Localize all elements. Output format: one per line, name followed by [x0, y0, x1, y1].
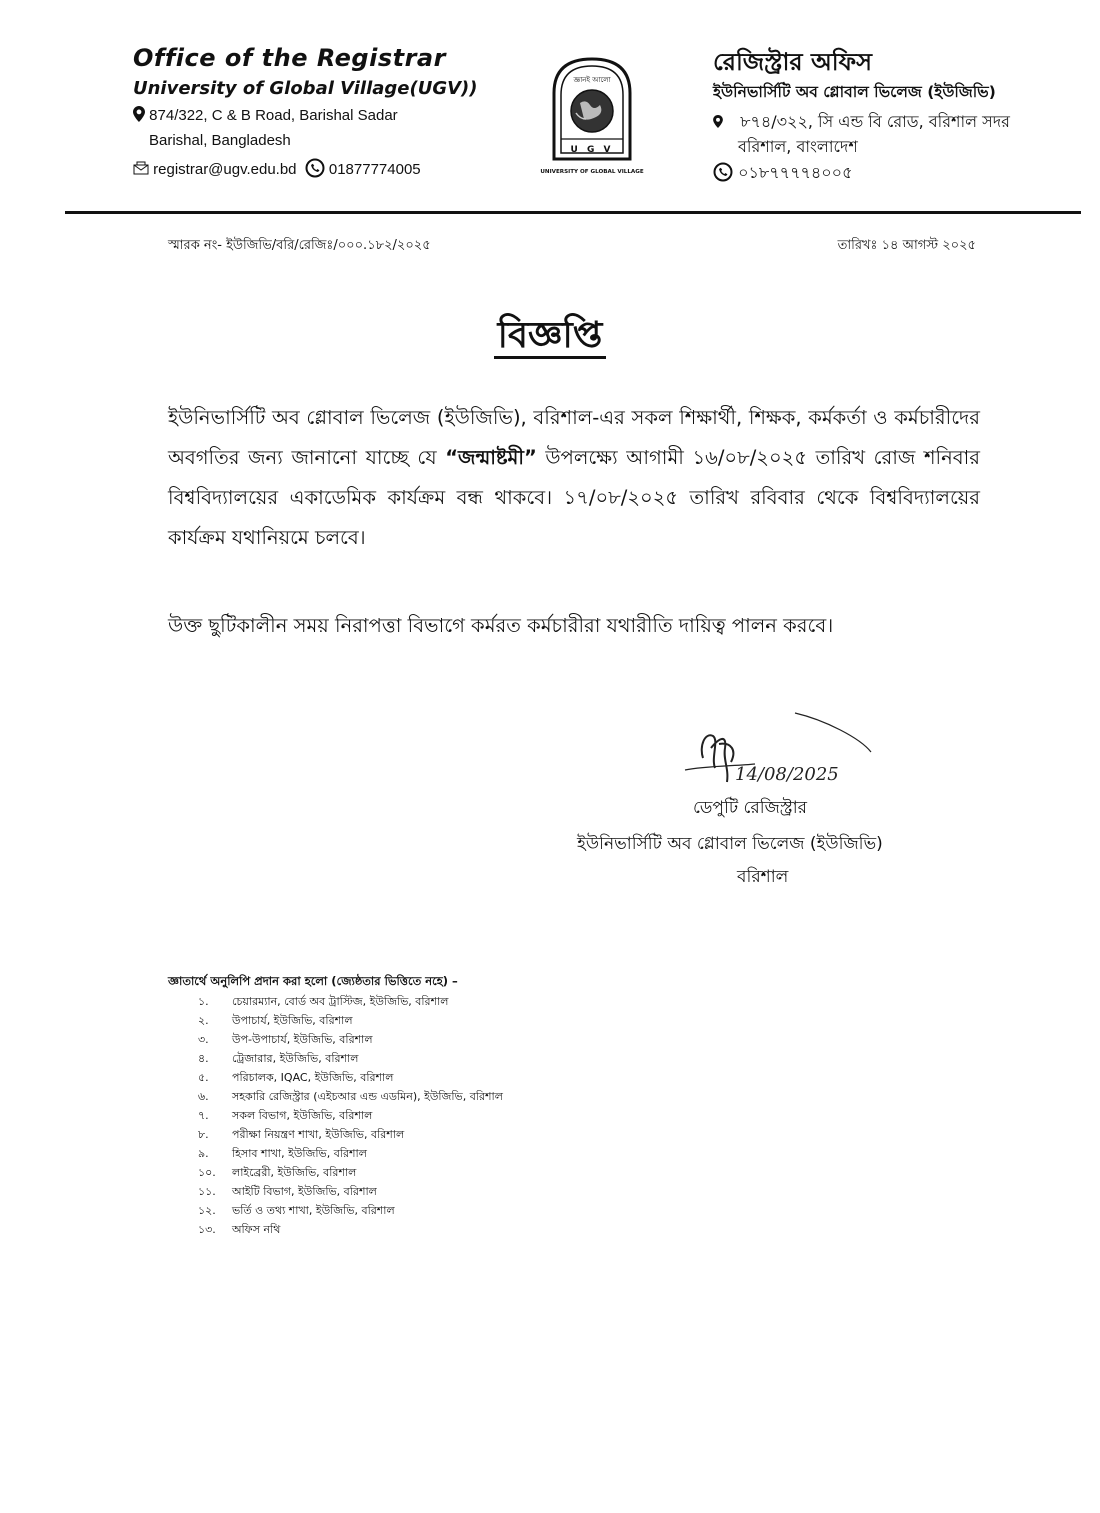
cc-item-number: ৬. [198, 1090, 209, 1103]
logo-caption: UNIVERSITY OF GLOBAL VILLAGE [540, 169, 644, 175]
cc-item-text: সকল বিভাগ, ইউজিভি, বরিশাল [232, 1109, 373, 1122]
cc-item [198, 1049, 503, 1068]
university-logo [540, 55, 644, 183]
cc-item-text: উপ-উপাচার্য, ইউজিভি, বরিশাল [232, 1033, 373, 1046]
memo-number: স্মারক নং- ইউজিভি/বরি/রেজিঃ/০০০.১৮২/২০২৫ [168, 238, 431, 253]
cc-item-text: লাইব্রেরী, ইউজিভি, বরিশাল [232, 1166, 357, 1179]
address-bn [713, 109, 1010, 136]
location-pin-icon [713, 113, 723, 132]
cc-item-number: ১৩. [198, 1223, 216, 1236]
cc-item [198, 1182, 503, 1201]
notice-heading-text: বিজ্ঞপ্তি [494, 315, 607, 359]
address-line2-bn: বরিশাল, বাংলাদেশ [738, 137, 858, 156]
cc-item [198, 1106, 503, 1125]
phone-text-bn: ০১৮৭৭৭৭৪০০৫ [738, 163, 853, 182]
signature-date: 14/08/2025 [735, 764, 839, 785]
signatory-city: বরিশাল [737, 867, 789, 887]
logo-letters: U G V [570, 145, 614, 155]
holiday-name: “জন্মাষ্টমী” [445, 446, 537, 469]
notice-heading [0, 308, 1100, 368]
body-paragraph-1 [168, 398, 980, 558]
cc-item-text: ভর্তি ও তথ্য শাখা, ইউজিভি, বরিশাল [232, 1204, 395, 1217]
cc-item [198, 1144, 503, 1163]
university-name-bn: ইউনিভার্সিটি অব গ্লোবাল ভিলেজ (ইউজিভি) [713, 83, 996, 101]
cc-heading: জ্ঞাতার্থে অনুলিপি প্রদান করা হলো (জ্যেষ্ঠতার ভিত্তিতে নহে) – [168, 974, 458, 988]
cc-item-text: ট্রেজারার, ইউজিভি, বরিশাল [232, 1052, 359, 1065]
cc-item-number: ৪. [198, 1052, 209, 1065]
cc-item [198, 1163, 503, 1182]
phone-text-en: 01877774005 [328, 160, 421, 178]
cc-item-text: চেয়ারম্যান, বোর্ড অব ট্রাস্টিজ, ইউজিভি, বরিশাল [232, 995, 449, 1008]
cc-item [198, 1068, 503, 1087]
contact-en [133, 158, 421, 182]
phone-bn [713, 160, 852, 187]
cc-item-number: ১০. [198, 1166, 216, 1179]
office-title-bn: রেজিস্ট্রার অফিস [713, 48, 873, 76]
cc-item-text: পরীক্ষা নিয়ন্ত্রণ শাখা, ইউজিভি, বরিশাল [232, 1128, 405, 1141]
cc-item-number: ৫. [198, 1071, 209, 1084]
handwritten-signature [675, 708, 885, 797]
address-en [133, 106, 398, 126]
signatory-organization: ইউনিভার্সিটি অব গ্লোবাল ভিলেজ (ইউজিভি) [577, 834, 883, 854]
email-text: registrar@ugv.edu.bd [153, 160, 297, 178]
cc-item-number: ১১. [198, 1185, 216, 1198]
phone-circle-icon [713, 162, 733, 186]
logo-arc-text: জ্ঞানই আলো [573, 76, 611, 84]
office-title-en: Office of the Registrar [133, 44, 446, 72]
cc-item-number: ১২. [198, 1204, 216, 1217]
cc-item-number: ১. [198, 995, 209, 1008]
cc-item-number: ৭. [198, 1109, 209, 1122]
cc-item-number: ২. [198, 1014, 209, 1027]
cc-item [198, 1125, 503, 1144]
university-name-en: University of Global Village(UGV)) [133, 78, 478, 99]
signatory-designation: ডেপুটি রেজিস্ট্রার [693, 798, 807, 818]
p1-text-end: উপলক্ষ্যে আগামী ১৬/০৮/২০২৫ তারিখ রোজ শনিবার বিশ্ববিদ্যালয়ের একাডেমিক কার্যক্রম বন্ধ থাকবে। ১৭/০৮/২০২৫ তারিখ রবিবার থেকে বিশ্ববিদ্যালয়ের কার্যক্রম যথানিয়মে চলবে। [168, 446, 980, 549]
cc-item [198, 1201, 503, 1220]
address-line1-en: 874/322, C & B Road, Barishal Sadar [149, 106, 398, 124]
cc-item-text: উপাচার্য, ইউজিভি, বরিশাল [232, 1014, 353, 1027]
p1-text-start: ইউনিভার্সিটি অব গ্লোবাল ভিলেজ (ইউজিভি), বরিশাল-এর সকল শিক্ষার্থী, শিক্ষক, কর্মকর্তা ও কর্মচারীদের অবগতির জন্য জানানো যাচ্ছে যে [168, 406, 980, 469]
cc-item-text: হিসাব শাখা, ইউজিভি, বরিশাল [232, 1147, 367, 1160]
cc-item-text: সহকারি রেজিস্ট্রার (এইচআর এন্ড এডমিন), ইউজিভি, বরিশাল [232, 1090, 503, 1103]
address-line2-en: Barishal, Bangladesh [149, 132, 291, 149]
header-divider [65, 211, 1081, 214]
cc-item [198, 1030, 503, 1049]
cc-item-number: ৮. [198, 1128, 209, 1141]
cc-list [198, 992, 503, 1239]
cc-item-text: আইটি বিভাগ, ইউজিভি, বরিশাল [232, 1185, 377, 1198]
notice-date: তারিখঃ ১৪ আগস্ট ২০২৫ [837, 238, 976, 253]
cc-item [198, 1220, 503, 1239]
email-icon [133, 161, 149, 179]
cc-item [198, 992, 503, 1011]
phone-circle-icon [305, 158, 325, 182]
location-pin-icon [133, 106, 145, 126]
cc-item-number: ৯. [198, 1147, 209, 1160]
cc-item-text: অফিস নথি [232, 1223, 281, 1236]
address-line1-bn: ৮৭৪/৩২২, সি এন্ড বি রোড, বরিশাল সদর [740, 112, 1010, 131]
cc-item-number: ৩. [198, 1033, 209, 1046]
body-paragraph-2: উক্ত ছুটিকালীন সময় নিরাপত্তা বিভাগে কর্মরত কর্মচারীরা যথারীতি দায়িত্ব পালন করবে। [168, 614, 834, 637]
cc-item [198, 1087, 503, 1106]
cc-item-text: পরিচালক, IQAC, ইউজিভি, বরিশাল [232, 1071, 394, 1084]
cc-item [198, 1011, 503, 1030]
